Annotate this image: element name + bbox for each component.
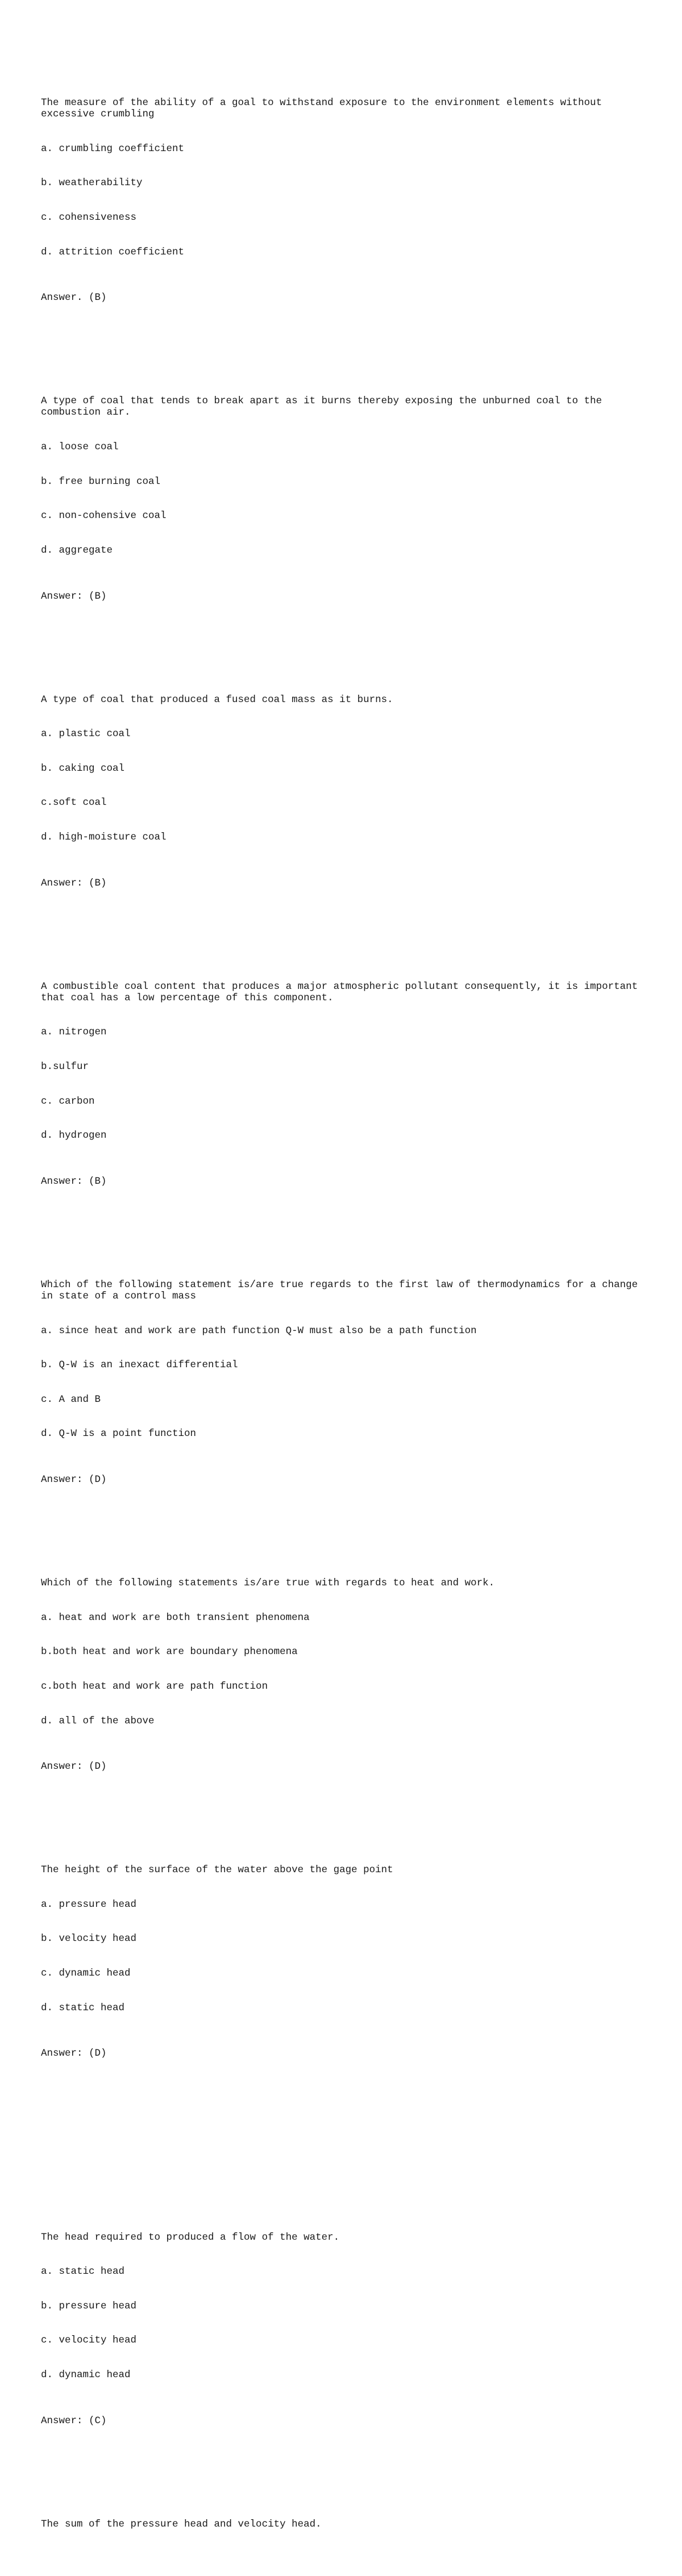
answer: Answer. (B)	[41, 292, 107, 304]
option-c: c.soft coal	[41, 797, 107, 809]
option-b: b.both heat and work are boundary phenomena	[41, 1646, 298, 1658]
document-page	[41, 40, 666, 2576]
question-text: The sum of the pressure head and velocity head.	[41, 2518, 322, 2530]
option-a: a. heat and work are both transient phenomena	[41, 1611, 310, 1623]
option-a: a. crumbling coefficient	[41, 143, 185, 155]
option-c: c. A and B	[41, 1393, 101, 1405]
option-c: c. dynamic head	[41, 1967, 131, 1979]
option-c: c. carbon	[41, 1095, 95, 1107]
option-c: c.both heat and work are path function	[41, 1680, 268, 1692]
answer: Answer: (B)	[41, 1176, 107, 1187]
option-b: b. Q-W is an inexact differential	[41, 1359, 238, 1371]
question-text: A type of coal that tends to break apart as it burns thereby exposing the unburned coal to the combustion air.	[41, 395, 602, 419]
question-text: Which of the following statement is/are true regards to the first law of thermodynamics for a change in state of a control mass	[41, 1279, 638, 1302]
answer: Answer: (D)	[41, 2048, 107, 2060]
option-b: b.sulfur	[41, 1061, 89, 1072]
question-text: The measure of the ability of a goal to withstand exposure to the environment elements without excessive crumbling	[41, 97, 602, 120]
question-4	[41, 958, 666, 1222]
option-a: a. loose coal	[41, 441, 119, 453]
question-text: A combustible coal content that produces a major atmospheric pollutant consequently, it is important that coal has a low percentage of this component.	[41, 980, 638, 1004]
question-3	[41, 671, 666, 923]
option-d: d. hydrogen	[41, 1130, 107, 1142]
option-d: d. static head	[41, 2002, 125, 2014]
question-text: The head required to produced a flow of the water.	[41, 2231, 340, 2243]
option-b: b. free burning coal	[41, 475, 161, 487]
option-b: b. caking coal	[41, 762, 125, 774]
blank-space	[41, 2128, 666, 2174]
answer: Answer: (C)	[41, 2415, 107, 2427]
question-5	[41, 1256, 666, 1520]
option-c: c. cohensiveness	[41, 212, 137, 224]
option-b: b. velocity head	[41, 1933, 137, 1945]
option-b: b. weatherability	[41, 177, 143, 189]
question-7	[41, 1842, 666, 2094]
option-d: d. high-moisture coal	[41, 831, 167, 843]
option-a: a. pressure head	[41, 1898, 137, 1910]
option-d: d. Q-W is a point function	[41, 1428, 197, 1440]
question-1	[41, 74, 666, 339]
question-text: A type of coal that produced a fused coal mass as it burns.	[41, 694, 393, 705]
option-d: d. attrition coefficient	[41, 246, 185, 258]
option-c: c. non-cohensive coal	[41, 510, 167, 522]
option-a: a. plastic coal	[41, 728, 131, 740]
option-c: c. velocity head	[41, 2335, 137, 2347]
option-a: a. nitrogen	[41, 1026, 107, 1038]
option-a: a. static head	[41, 2266, 125, 2278]
question-text: Which of the following statements is/are true with regards to heat and work.	[41, 1577, 495, 1589]
answer: Answer: (D)	[41, 1761, 107, 1773]
answer: Answer: (D)	[41, 1474, 107, 1486]
option-a: a. since heat and work are path function Q-W must also be a path function	[41, 1325, 477, 1337]
answer: Answer: (B)	[41, 877, 107, 889]
question-2	[41, 373, 666, 637]
option-b: b. pressure head	[41, 2300, 137, 2312]
option-d: d. dynamic head	[41, 2369, 131, 2381]
answer: Answer: (B)	[41, 590, 107, 602]
question-6	[41, 1555, 666, 1807]
question-9	[41, 2495, 666, 2553]
option-d: d. all of the above	[41, 1715, 155, 1727]
option-d: d. aggregate	[41, 544, 113, 556]
question-text: The height of the surface of the water above the gage point	[41, 1864, 393, 1876]
question-8	[41, 2208, 666, 2461]
